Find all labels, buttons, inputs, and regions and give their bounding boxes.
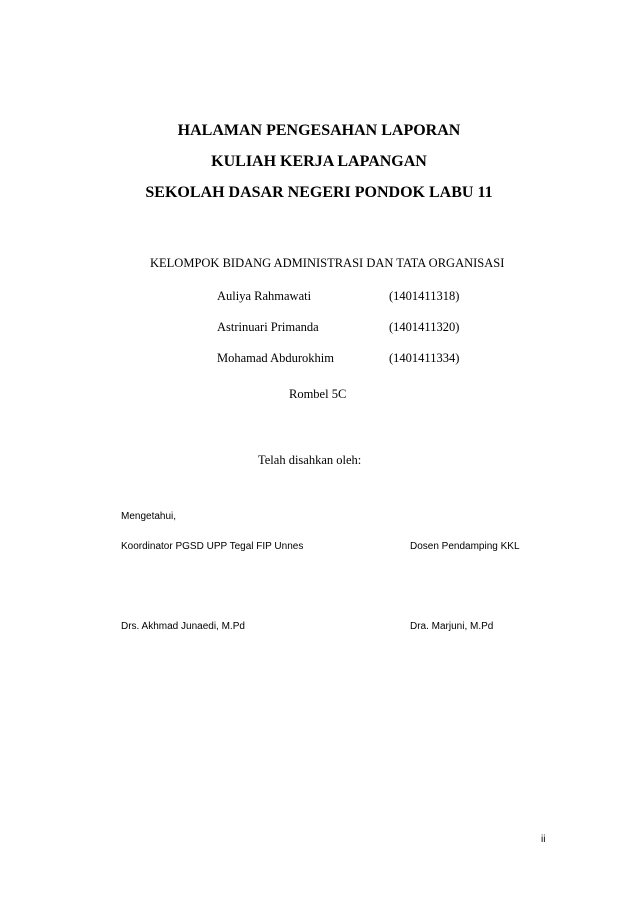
member-name: Auliya Rahmawati <box>217 289 312 303</box>
left-signatory-role: Koordinator PGSD UPP Tegal FIP Unnes <box>121 541 304 552</box>
member-nim: (1401411320) <box>389 320 460 334</box>
group-heading: KELOMPOK BIDANG ADMINISTRASI DAN TATA ORGANISASI <box>150 256 505 270</box>
member-row <box>0 351 638 367</box>
title-line-1: HALAMAN PENGESAHAN LAPORAN <box>177 122 461 139</box>
member-nim: (1401411334) <box>389 351 460 365</box>
title-line-2: KULIAH KERJA LAPANGAN <box>211 153 427 170</box>
member-nim: (1401411318) <box>389 289 460 303</box>
title-line-3: SEKOLAH DASAR NEGERI PONDOK LABU 11 <box>145 184 493 201</box>
page-number: ii <box>541 834 546 845</box>
left-signatory-name: Drs. Akhmad Junaedi, M.Pd <box>121 621 245 632</box>
member-row <box>0 320 638 336</box>
acknowledged-label: Mengetahui, <box>121 511 177 522</box>
member-name: Mohamad Abdurokhim <box>217 351 335 365</box>
member-row <box>0 289 638 305</box>
right-signatory-name: Dra. Marjuni, M.Pd <box>410 621 494 632</box>
rombel-label: Rombel 5C <box>289 387 347 401</box>
member-name: Astrinuari Primanda <box>217 320 319 334</box>
right-signatory-role: Dosen Pendamping KKL <box>410 541 520 552</box>
approval-statement: Telah disahkan oleh: <box>258 453 362 467</box>
